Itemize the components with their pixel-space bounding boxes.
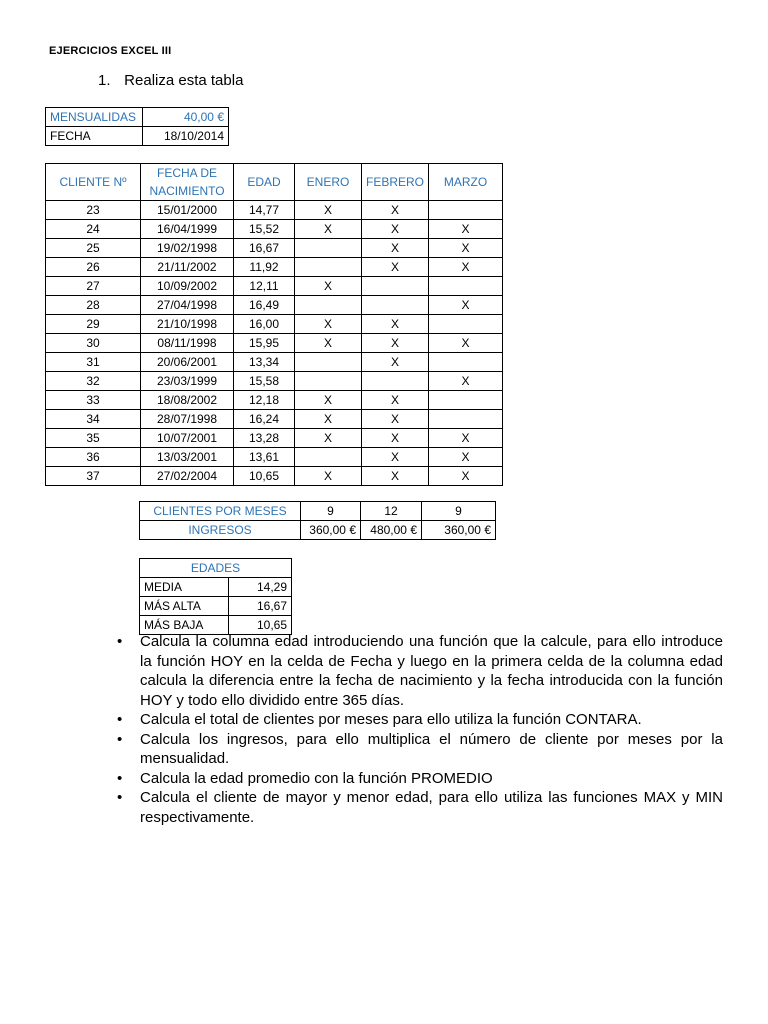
ages-label-mas-baja: MÁS BAJA [140,616,229,635]
document-heading: EJERCICIOS EXCEL III [49,45,172,57]
cell-fecha-nacimiento: 20/06/2001 [141,353,234,372]
ages-value-mas-baja: 10,65 [229,616,292,635]
instruction-item [117,730,723,769]
config-row-mensualidad [46,108,229,127]
ingresos-febrero: 480,00 € [361,521,422,540]
cell-fecha-nacimiento: 21/10/1998 [141,315,234,334]
cell-febrero: X [362,467,429,486]
table-row [46,448,503,467]
cell-febrero: X [362,410,429,429]
cell-edad: 16,67 [234,239,295,258]
cell-edad: 11,92 [234,258,295,277]
clients-body [46,201,503,486]
header-fecha-nacimiento: FECHA DE NACIMIENTO [141,164,234,201]
cell-enero: X [295,201,362,220]
cell-edad: 14,77 [234,201,295,220]
cell-febrero [362,372,429,391]
cell-fecha-nacimiento: 08/11/1998 [141,334,234,353]
cell-febrero: X [362,315,429,334]
ages-label-mas-alta: MÁS ALTA [140,597,229,616]
cell-enero [295,296,362,315]
cell-febrero: X [362,448,429,467]
cell-cliente: 31 [46,353,141,372]
cell-fecha-nacimiento: 13/03/2001 [141,448,234,467]
cell-febrero: X [362,353,429,372]
cell-febrero: X [362,258,429,277]
cell-fecha-nacimiento: 21/11/2002 [141,258,234,277]
cell-fecha-nacimiento: 10/07/2001 [141,429,234,448]
table-row [46,201,503,220]
cell-cliente: 24 [46,220,141,239]
cell-fecha-nacimiento: 27/04/1998 [141,296,234,315]
cell-febrero: X [362,391,429,410]
mensualidad-value: 40,00 € [143,108,229,127]
cell-cliente: 23 [46,201,141,220]
header-marzo: MARZO [429,164,503,201]
cell-marzo: X [429,334,503,353]
cell-fecha-nacimiento: 15/01/2000 [141,201,234,220]
cell-enero: X [295,334,362,353]
ages-title: EDADES [140,559,292,578]
config-table [45,107,229,146]
cell-edad: 10,65 [234,467,295,486]
cell-cliente: 32 [46,372,141,391]
instructions-list [117,632,723,827]
instruction-item [117,788,723,827]
cell-cliente: 29 [46,315,141,334]
clientes-por-meses-row [140,502,496,521]
instruction-text: Calcula los ingresos, para ello multiplica el número de cliente por meses por la mensualidad. [140,730,723,767]
cell-enero: X [295,410,362,429]
instruction-item [117,632,723,710]
cell-marzo: X [429,296,503,315]
table-row [46,372,503,391]
cell-enero: X [295,315,362,334]
cell-edad: 15,52 [234,220,295,239]
cell-fecha-nacimiento: 23/03/1999 [141,372,234,391]
cell-cliente: 28 [46,296,141,315]
cell-marzo [429,277,503,296]
ages-title-row [140,559,292,578]
cell-febrero [362,296,429,315]
cell-fecha-nacimiento: 16/04/1999 [141,220,234,239]
cell-edad: 16,24 [234,410,295,429]
cell-febrero: X [362,429,429,448]
cell-edad: 13,28 [234,429,295,448]
cell-edad: 16,49 [234,296,295,315]
clientes-febrero: 12 [361,502,422,521]
ages-label-media: MEDIA [140,578,229,597]
clients-table [45,163,503,486]
cell-marzo [429,391,503,410]
cell-marzo [429,315,503,334]
cell-edad: 12,18 [234,391,295,410]
table-row [46,258,503,277]
cell-marzo: X [429,220,503,239]
cell-enero [295,448,362,467]
cell-cliente: 25 [46,239,141,258]
table-row [46,391,503,410]
cell-enero: X [295,277,362,296]
cell-enero [295,353,362,372]
cell-enero [295,372,362,391]
header-febrero: FEBRERO [362,164,429,201]
ages-value-media: 14,29 [229,578,292,597]
ingresos-marzo: 360,00 € [422,521,496,540]
ages-value-mas-alta: 16,67 [229,597,292,616]
bullet-icon: • [117,730,123,748]
table-row [46,315,503,334]
clientes-marzo: 9 [422,502,496,521]
table-row [46,277,503,296]
cell-marzo [429,201,503,220]
table-row [46,353,503,372]
instruction-item [117,710,723,730]
cell-edad: 15,58 [234,372,295,391]
bullet-icon: • [117,769,123,787]
step-number: 1. [98,72,111,89]
instruction-text: Calcula la columna edad introduciendo una función que la calcule, para ello introduce la función HOY en la celda de Fecha y luego en la primera celda de la columna edad calcula la diferencia entre la fecha de nacimiento y la fecha introducida con la función HOY y todo ello dividido entre 365 días. [140,633,723,709]
cell-marzo [429,353,503,372]
fecha-value: 18/10/2014 [143,127,229,146]
cell-marzo: X [429,372,503,391]
cell-febrero: X [362,239,429,258]
cell-marzo: X [429,239,503,258]
cell-edad: 12,11 [234,277,295,296]
cell-febrero [362,277,429,296]
cell-cliente: 27 [46,277,141,296]
cell-cliente: 37 [46,467,141,486]
cell-edad: 13,34 [234,353,295,372]
mensualidad-label: MENSUALIDAS [46,108,143,127]
cell-edad: 13,61 [234,448,295,467]
header-cliente: CLIENTE Nº [46,164,141,201]
table-row [46,239,503,258]
cell-marzo: X [429,448,503,467]
cell-fecha-nacimiento: 27/02/2004 [141,467,234,486]
ages-row [140,597,292,616]
clientes-por-meses-label: CLIENTES POR MESES [140,502,301,521]
cell-enero: X [295,391,362,410]
instruction-item [117,769,723,789]
cell-marzo: X [429,467,503,486]
cell-enero: X [295,429,362,448]
cell-enero [295,239,362,258]
cell-enero: X [295,467,362,486]
ages-row [140,578,292,597]
summary-table [139,501,496,540]
cell-febrero: X [362,201,429,220]
table-row [46,334,503,353]
fecha-label: FECHA [46,127,143,146]
bullet-icon: • [117,711,123,728]
cell-enero: X [295,220,362,239]
config-row-fecha [46,127,229,146]
cell-marzo [429,410,503,429]
clients-header-row [46,164,503,201]
cell-cliente: 35 [46,429,141,448]
cell-cliente: 36 [46,448,141,467]
cell-febrero: X [362,220,429,239]
table-row [46,467,503,486]
header-edad: EDAD [234,164,295,201]
ingresos-enero: 360,00 € [301,521,361,540]
cell-edad: 16,00 [234,315,295,334]
cell-marzo: X [429,258,503,277]
cell-fecha-nacimiento: 18/08/2002 [141,391,234,410]
table-row [46,296,503,315]
cell-cliente: 30 [46,334,141,353]
bullet-icon: • [117,633,123,650]
bullet-icon: • [117,789,123,806]
instruction-text: Calcula la edad promedio con la función PROMEDIO [140,769,493,787]
table-row [46,220,503,239]
cell-enero [295,258,362,277]
table-row [46,410,503,429]
cell-cliente: 26 [46,258,141,277]
ingresos-label: INGRESOS [140,521,301,540]
table-row [46,429,503,448]
step-text: Realiza esta tabla [124,72,244,89]
ages-table [139,558,292,635]
instruction-text: Calcula el cliente de mayor y menor edad, para ello utiliza las funciones MAX y MIN respectivamente. [140,789,723,826]
cell-fecha-nacimiento: 19/02/1998 [141,239,234,258]
cell-edad: 15,95 [234,334,295,353]
cell-febrero: X [362,334,429,353]
header-enero: ENERO [295,164,362,201]
clientes-enero: 9 [301,502,361,521]
cell-cliente: 33 [46,391,141,410]
ingresos-row [140,521,496,540]
cell-fecha-nacimiento: 28/07/1998 [141,410,234,429]
cell-fecha-nacimiento: 10/09/2002 [141,277,234,296]
instruction-text: Calcula el total de clientes por meses para ello utiliza la función CONTARA. [140,711,642,728]
step-instruction [98,72,243,89]
cell-cliente: 34 [46,410,141,429]
cell-marzo: X [429,429,503,448]
